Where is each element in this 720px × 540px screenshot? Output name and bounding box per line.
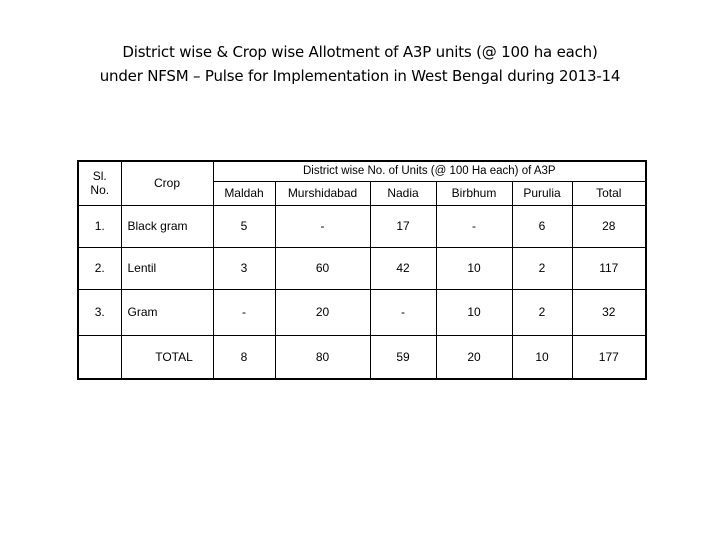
allotment-table — [77, 160, 647, 380]
total-row — [78, 335, 646, 379]
header-district-murshidabad: Murshidabad — [275, 181, 370, 205]
table-row — [78, 247, 646, 289]
header-sl-no: Sl. No. — [78, 161, 121, 205]
total-cell: 8 — [213, 335, 275, 379]
row-cell: 2 — [512, 289, 572, 335]
row-cell: 2 — [512, 247, 572, 289]
title-line-2: under NFSM – Pulse for Implementation in West Bengal during 2013-14 — [99, 67, 621, 85]
row-cell: 6 — [512, 205, 572, 247]
row-crop: Lentil — [121, 247, 213, 289]
total-cell: 177 — [572, 335, 646, 379]
row-cell: 5 — [213, 205, 275, 247]
row-cell: 3 — [213, 247, 275, 289]
table-row — [78, 289, 646, 335]
total-row-sl-empty — [78, 335, 121, 379]
row-cell: 20 — [275, 289, 370, 335]
header-district-maldah: Maldah — [213, 181, 275, 205]
row-cell: - — [213, 289, 275, 335]
row-cell: 10 — [436, 247, 512, 289]
total-cell: 10 — [512, 335, 572, 379]
row-cell: - — [436, 205, 512, 247]
row-cell: 28 — [572, 205, 646, 247]
row-sl: 3. — [78, 289, 121, 335]
total-label: TOTAL — [121, 335, 213, 379]
row-sl: 1. — [78, 205, 121, 247]
page-title — [0, 40, 720, 88]
total-cell: 59 — [370, 335, 436, 379]
row-cell: - — [370, 289, 436, 335]
total-cell: 20 — [436, 335, 512, 379]
table-row — [78, 205, 646, 247]
row-cell: 117 — [572, 247, 646, 289]
row-crop: Gram — [121, 289, 213, 335]
header-total: Total — [572, 181, 646, 205]
row-cell: 32 — [572, 289, 646, 335]
header-district-nadia: Nadia — [370, 181, 436, 205]
header-district-birbhum: Birbhum — [436, 181, 512, 205]
row-cell: - — [275, 205, 370, 247]
total-cell: 80 — [275, 335, 370, 379]
row-cell: 42 — [370, 247, 436, 289]
row-cell: 10 — [436, 289, 512, 335]
title-line-1: District wise & Crop wise Allotment of A3P units (@ 100 ha each) — [122, 43, 598, 61]
header-crop: Crop — [121, 161, 213, 205]
row-cell: 60 — [275, 247, 370, 289]
header-district-purulia: Purulia — [512, 181, 572, 205]
row-crop: Black gram — [121, 205, 213, 247]
row-sl: 2. — [78, 247, 121, 289]
row-cell: 17 — [370, 205, 436, 247]
header-district-group: District wise No. of Units (@ 100 Ha each) of A3P — [213, 161, 646, 181]
